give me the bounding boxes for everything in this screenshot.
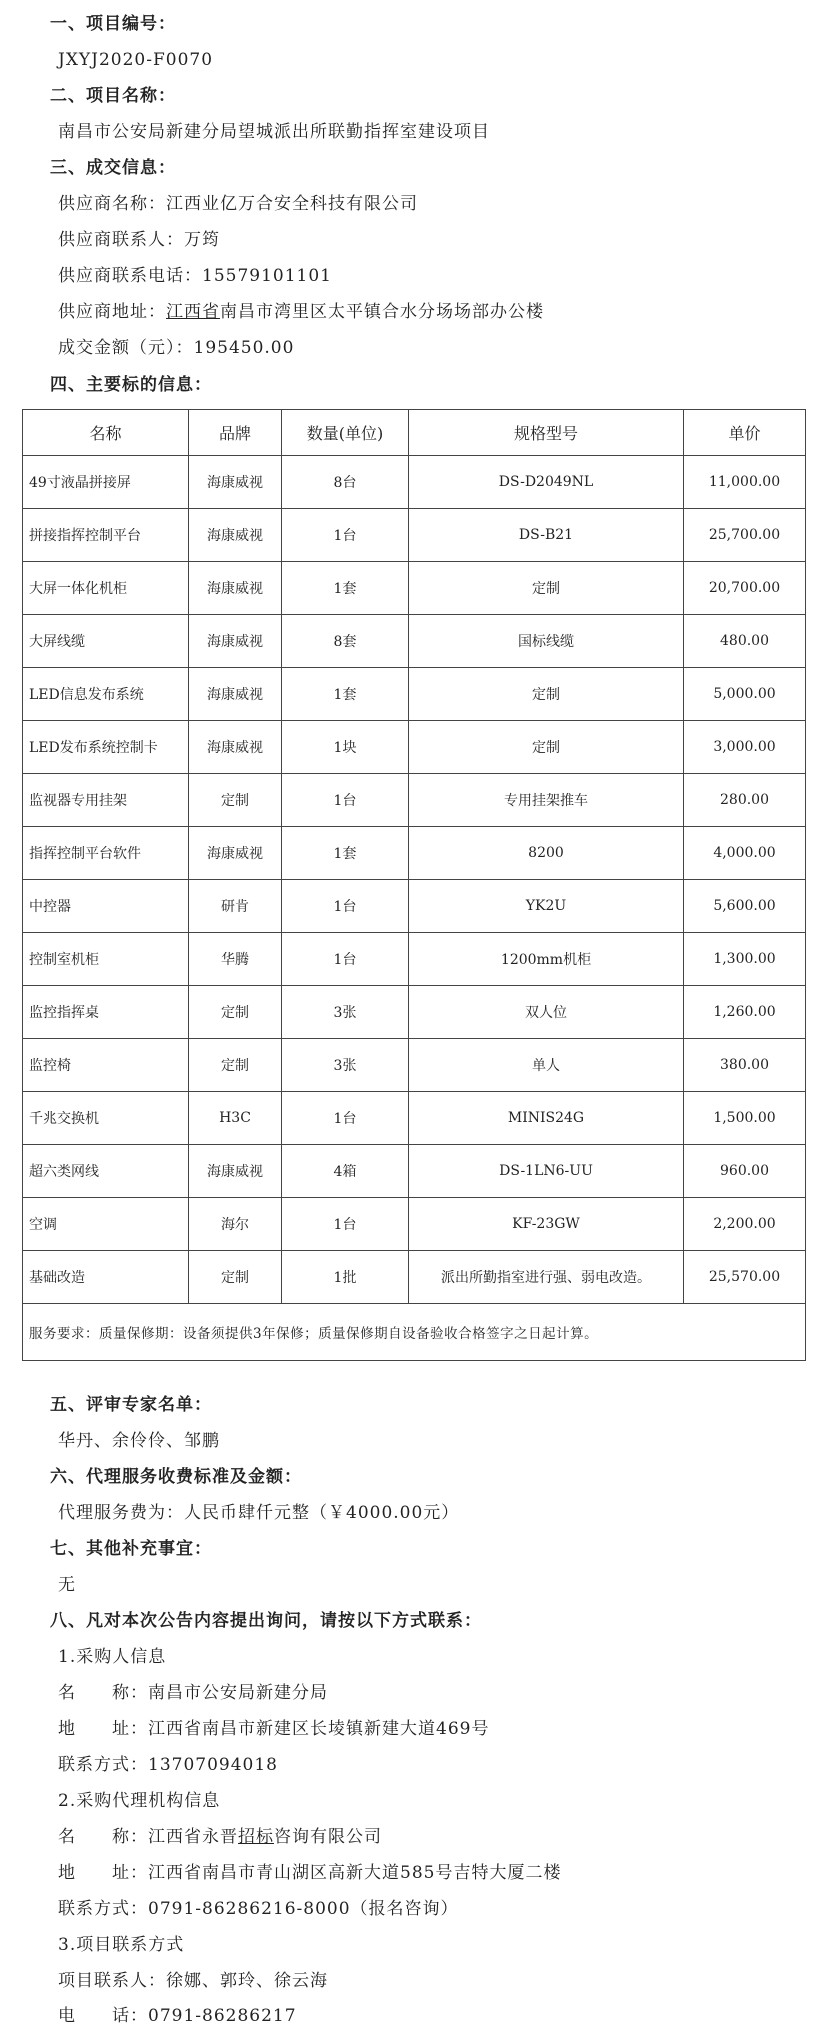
cell-brand: 定制 [189, 1251, 282, 1304]
project-contact-row [58, 1969, 328, 1993]
agency-name-part1: 江西省永晋 [148, 1827, 238, 1847]
supplier-name-label: 供应商名称： [58, 194, 166, 214]
purchaser-address: 江西省南昌市新建区长堎镇新建大道469号 [148, 1719, 490, 1739]
section-2-title: 二、项目名称： [50, 86, 176, 106]
cell-qty: 3张 [282, 1039, 409, 1092]
purchaser-address-row [58, 1717, 489, 1741]
supplier-address-province: 江西省 [166, 302, 220, 322]
cell-qty: 4箱 [282, 1145, 409, 1198]
table-row [23, 721, 806, 774]
table-row [23, 1145, 806, 1198]
supplier-phone-row [58, 264, 332, 288]
supplier-address-label: 供应商地址： [58, 302, 166, 322]
section-5-title: 五、评审专家名单： [50, 1395, 212, 1415]
header-name: 名称 [23, 410, 189, 456]
header-spec: 规格型号 [409, 410, 684, 456]
project-name: 南昌市公安局新建分局望城派出所联勤指挥室建设项目 [58, 122, 490, 142]
cell-qty: 8台 [282, 456, 409, 509]
cell-spec: 8200 [409, 827, 684, 880]
cell-price: 11,000.00 [684, 456, 806, 509]
cell-qty: 1块 [282, 721, 409, 774]
cell-qty: 1台 [282, 509, 409, 562]
cell-name: 49寸液晶拼接屏 [23, 456, 189, 509]
cell-name: 监控指挥桌 [23, 986, 189, 1039]
supplier-address-row [58, 300, 544, 324]
table-row [23, 880, 806, 933]
header-qty: 数量(单位) [282, 410, 409, 456]
agency-heading: 2.采购代理机构信息 [58, 1791, 221, 1811]
cell-brand: 海康威视 [189, 509, 282, 562]
cell-name: 大屏线缆 [23, 615, 189, 668]
cell-qty: 1台 [282, 880, 409, 933]
cell-spec: 专用挂架推车 [409, 774, 684, 827]
purchaser-phone-label: 联系方式： [58, 1755, 148, 1775]
cell-qty: 1套 [282, 562, 409, 615]
cell-brand: 海康威视 [189, 456, 282, 509]
service-requirement-note: 服务要求：质量保修期：设备须提供3年保修；质量保修期自设备验收合格签字之日起计算。 [23, 1304, 806, 1361]
cell-qty: 8套 [282, 615, 409, 668]
cell-price: 4,000.00 [684, 827, 806, 880]
purchaser-name-row [58, 1681, 328, 1705]
cell-brand: 海康威视 [189, 827, 282, 880]
other-matters: 无 [58, 1575, 76, 1595]
deal-amount-row [58, 336, 294, 360]
agency-phone-row [58, 1897, 459, 1921]
cell-qty: 1台 [282, 1092, 409, 1145]
cell-name: 控制室机柜 [23, 933, 189, 986]
table-row [23, 827, 806, 880]
cell-name: 千兆交换机 [23, 1092, 189, 1145]
table-row [23, 774, 806, 827]
cell-spec: DS-1LN6-UU [409, 1145, 684, 1198]
cell-spec: DS-D2049NL [409, 456, 684, 509]
table-note-row [23, 1304, 806, 1361]
table-row [23, 668, 806, 721]
purchaser-name: 南昌市公安局新建分局 [148, 1683, 328, 1703]
agency-fee: 代理服务费为：人民币肆仟元整（￥4000.00元） [58, 1503, 460, 1523]
table-row [23, 562, 806, 615]
table-row [23, 1039, 806, 1092]
purchaser-name-label: 名 称： [58, 1683, 148, 1703]
project-contact-label: 项目联系人： [58, 1971, 166, 1991]
cell-name: 监控椅 [23, 1039, 189, 1092]
purchaser-address-label: 地 址： [58, 1719, 148, 1739]
section-1-title: 一、项目编号： [50, 14, 176, 34]
cell-spec: 双人位 [409, 986, 684, 1039]
cell-name: 超六类网线 [23, 1145, 189, 1198]
expert-list: 华丹、余伶伶、邹鹏 [58, 1431, 220, 1451]
section-3-title: 三、成交信息： [50, 158, 176, 178]
header-brand: 品牌 [189, 410, 282, 456]
section-4-title: 四、主要标的信息： [50, 375, 212, 395]
table-row [23, 1251, 806, 1304]
table-row [23, 986, 806, 1039]
cell-spec: 定制 [409, 721, 684, 774]
supplier-contact-row [58, 228, 220, 252]
supplier-contact: 万筠 [184, 230, 220, 250]
cell-price: 480.00 [684, 615, 806, 668]
cell-price: 5,600.00 [684, 880, 806, 933]
project-contact: 徐娜、郭玲、徐云海 [166, 1971, 328, 1991]
purchaser-phone: 13707094018 [148, 1755, 278, 1775]
cell-name: 大屏一体化机柜 [23, 562, 189, 615]
supplier-name: 江西业亿万合安全科技有限公司 [166, 194, 418, 214]
supplier-contact-label: 供应商联系人： [58, 230, 184, 250]
supplier-phone: 15579101101 [202, 266, 332, 286]
cell-brand: 海康威视 [189, 668, 282, 721]
cell-qty: 1套 [282, 668, 409, 721]
cell-qty: 1套 [282, 827, 409, 880]
cell-spec: YK2U [409, 880, 684, 933]
cell-spec: 国标线缆 [409, 615, 684, 668]
cell-name: 指挥控制平台软件 [23, 827, 189, 880]
cell-price: 1,500.00 [684, 1092, 806, 1145]
cell-brand: 海康威视 [189, 721, 282, 774]
table-row [23, 1092, 806, 1145]
cell-spec: 1200mm机柜 [409, 933, 684, 986]
cell-qty: 1台 [282, 1198, 409, 1251]
cell-price: 5,000.00 [684, 668, 806, 721]
cell-spec: DS-B21 [409, 509, 684, 562]
cell-price: 25,570.00 [684, 1251, 806, 1304]
supplier-address: 南昌市湾里区太平镇合水分场场部办公楼 [220, 302, 544, 322]
table-row [23, 1198, 806, 1251]
cell-price: 380.00 [684, 1039, 806, 1092]
deal-amount: 195450.00 [193, 338, 295, 358]
cell-name: 基础改造 [23, 1251, 189, 1304]
table-row [23, 615, 806, 668]
table-row [23, 456, 806, 509]
agency-name-row [58, 1825, 382, 1849]
cell-spec: 定制 [409, 668, 684, 721]
deal-amount-label: 成交金额（元）： [58, 338, 194, 358]
items-table [22, 409, 806, 1361]
cell-spec: MINIS24G [409, 1092, 684, 1145]
project-phone-row [58, 2004, 297, 2028]
agency-address-label: 地 址： [58, 1863, 148, 1883]
cell-price: 280.00 [684, 774, 806, 827]
cell-price: 25,700.00 [684, 509, 806, 562]
project-phone-label: 电 话： [58, 2006, 148, 2026]
cell-qty: 1台 [282, 774, 409, 827]
project-number: JXYJ2020-F0070 [58, 50, 214, 70]
cell-name: 监视器专用挂架 [23, 774, 189, 827]
agency-phone: 0791-86286216-8000（报名咨询） [148, 1899, 459, 1919]
section-8-title: 八、凡对本次公告内容提出询问，请按以下方式联系： [50, 1611, 482, 1631]
cell-brand: 海康威视 [189, 615, 282, 668]
supplier-name-row [58, 192, 418, 216]
agency-address: 江西省南昌市青山湖区高新大道585号吉特大厦二楼 [148, 1863, 562, 1883]
agency-address-row [58, 1861, 561, 1885]
agency-name-part2: 咨询有限公司 [274, 1827, 382, 1847]
cell-name: 中控器 [23, 880, 189, 933]
cell-spec: 单人 [409, 1039, 684, 1092]
cell-qty: 1台 [282, 933, 409, 986]
supplier-phone-label: 供应商联系电话： [58, 266, 202, 286]
cell-name: 空调 [23, 1198, 189, 1251]
table-row [23, 509, 806, 562]
cell-brand: H3C [189, 1092, 282, 1145]
section-6-title: 六、代理服务收费标准及金额： [50, 1467, 302, 1487]
project-phone: 0791-86286217 [148, 2006, 297, 2026]
table-header-row [23, 410, 806, 456]
cell-name: LED信息发布系统 [23, 668, 189, 721]
cell-price: 2,200.00 [684, 1198, 806, 1251]
cell-price: 20,700.00 [684, 562, 806, 615]
cell-qty: 3张 [282, 986, 409, 1039]
cell-price: 960.00 [684, 1145, 806, 1198]
cell-qty: 1批 [282, 1251, 409, 1304]
section-7-title: 七、其他补充事宜： [50, 1539, 212, 1559]
cell-brand: 海康威视 [189, 562, 282, 615]
cell-brand: 海尔 [189, 1198, 282, 1251]
cell-spec: KF-23GW [409, 1198, 684, 1251]
cell-price: 1,300.00 [684, 933, 806, 986]
cell-brand: 研肯 [189, 880, 282, 933]
cell-name: 拼接指挥控制平台 [23, 509, 189, 562]
purchaser-phone-row [58, 1753, 278, 1777]
purchaser-heading: 1.采购人信息 [58, 1647, 167, 1667]
agency-name-label: 名 称： [58, 1827, 148, 1847]
cell-brand: 海康威视 [189, 1145, 282, 1198]
cell-brand: 定制 [189, 986, 282, 1039]
table-row [23, 933, 806, 986]
cell-spec: 定制 [409, 562, 684, 615]
header-price: 单价 [684, 410, 806, 456]
cell-price: 3,000.00 [684, 721, 806, 774]
agency-name-underlined: 招标 [238, 1827, 274, 1847]
cell-spec: 派出所勤指室进行强、弱电改造。 [409, 1251, 684, 1304]
cell-brand: 华腾 [189, 933, 282, 986]
cell-name: LED发布系统控制卡 [23, 721, 189, 774]
cell-brand: 定制 [189, 774, 282, 827]
project-contact-heading: 3.项目联系方式 [58, 1935, 185, 1955]
cell-brand: 定制 [189, 1039, 282, 1092]
agency-phone-label: 联系方式： [58, 1899, 148, 1919]
cell-price: 1,260.00 [684, 986, 806, 1039]
